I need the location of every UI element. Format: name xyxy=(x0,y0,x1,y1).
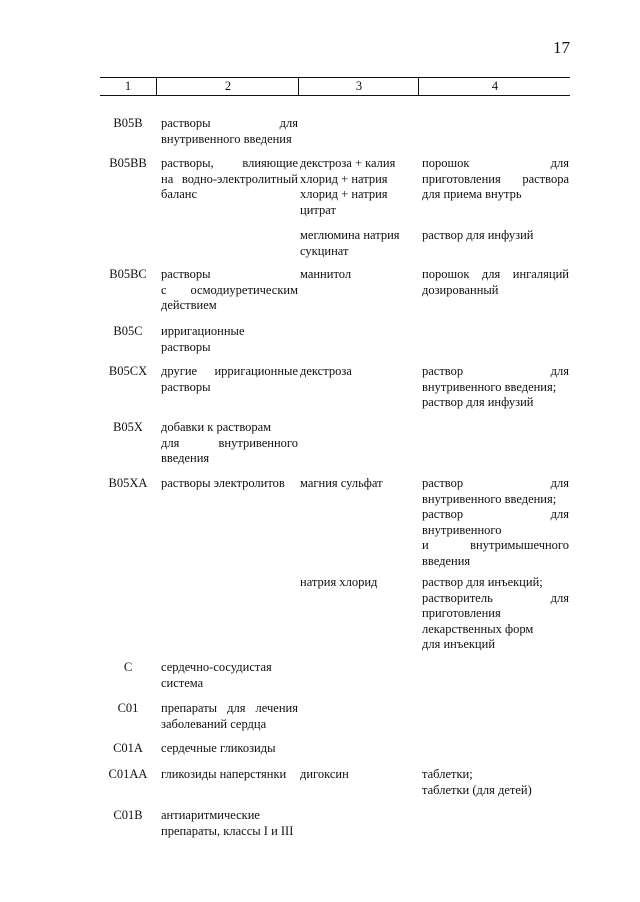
atc-code: B05XA xyxy=(108,476,148,490)
dosage-form: порошок для ингаляций дозированный xyxy=(422,267,569,297)
group-name: препараты для лечения заболеваний сердца xyxy=(161,701,298,731)
atc-code: B05CX xyxy=(108,364,148,378)
group-name: растворы с осмодиуретическим действием xyxy=(161,267,298,312)
drug-name: маннитол xyxy=(300,267,352,281)
dosage-form: порошок для приготовления раствора для приема внутрь xyxy=(422,156,569,201)
group-name: сердечные гликозиды xyxy=(161,741,276,755)
table-header xyxy=(100,77,570,96)
atc-code: B05BB xyxy=(109,156,147,170)
group-name: растворы для внутривенного введения xyxy=(161,116,298,146)
atc-code: B05B xyxy=(113,116,143,130)
drug-name: дигоксин xyxy=(300,767,349,781)
dosage-form: таблетки; таблетки (для детей) xyxy=(422,767,532,797)
dosage-form: раствор для инъекций; растворитель для приготовления лекарственных форм для инъекций xyxy=(422,575,569,651)
header-col-1: 1 xyxy=(124,79,132,93)
atc-code: B05BC xyxy=(109,267,147,281)
header-col-3: 3 xyxy=(298,78,419,95)
drug-name: меглюмина натрия сукцинат xyxy=(300,228,400,258)
atc-code: C01 xyxy=(117,701,139,715)
group-name: ирригационные растворы xyxy=(161,324,245,354)
atc-code: C01B xyxy=(113,808,143,822)
header-col-2: 2 xyxy=(156,78,299,95)
group-name: антиаритмические препараты, классы I и III xyxy=(161,808,294,838)
dosage-form: раствор для внутривенного введения; раствор для инфузий xyxy=(422,364,569,409)
group-name: добавки к растворам для внутривенного введения xyxy=(161,420,298,465)
atc-code: B05X xyxy=(113,420,143,434)
drug-name: магния сульфат xyxy=(300,476,383,490)
dosage-form: раствор для внутривенного введения; раствор для внутривенного и внутримышечного введения xyxy=(422,476,569,568)
drug-name: натрия хлорид xyxy=(300,575,378,589)
group-name: растворы электролитов xyxy=(161,476,285,490)
header-col-4: 4 xyxy=(418,78,571,95)
dosage-form: раствор для инфузий xyxy=(422,228,534,242)
atc-code: B05C xyxy=(113,324,143,338)
atc-code: C xyxy=(123,660,133,674)
group-name: гликозиды наперстянки xyxy=(161,767,287,781)
drug-name: декстроза + калия хлорид + натрия хлорид + натрия цитрат xyxy=(300,156,396,217)
group-name: растворы, влияющие на водно-электролитный баланс xyxy=(161,156,298,201)
page-number: 17 xyxy=(553,38,570,57)
group-name: сердечно-сосудистая система xyxy=(161,660,272,690)
drug-name: декстроза xyxy=(300,364,352,378)
atc-code: C01A xyxy=(113,741,143,755)
atc-code: C01AA xyxy=(108,767,148,781)
group-name: другие ирригационные растворы xyxy=(161,364,298,394)
